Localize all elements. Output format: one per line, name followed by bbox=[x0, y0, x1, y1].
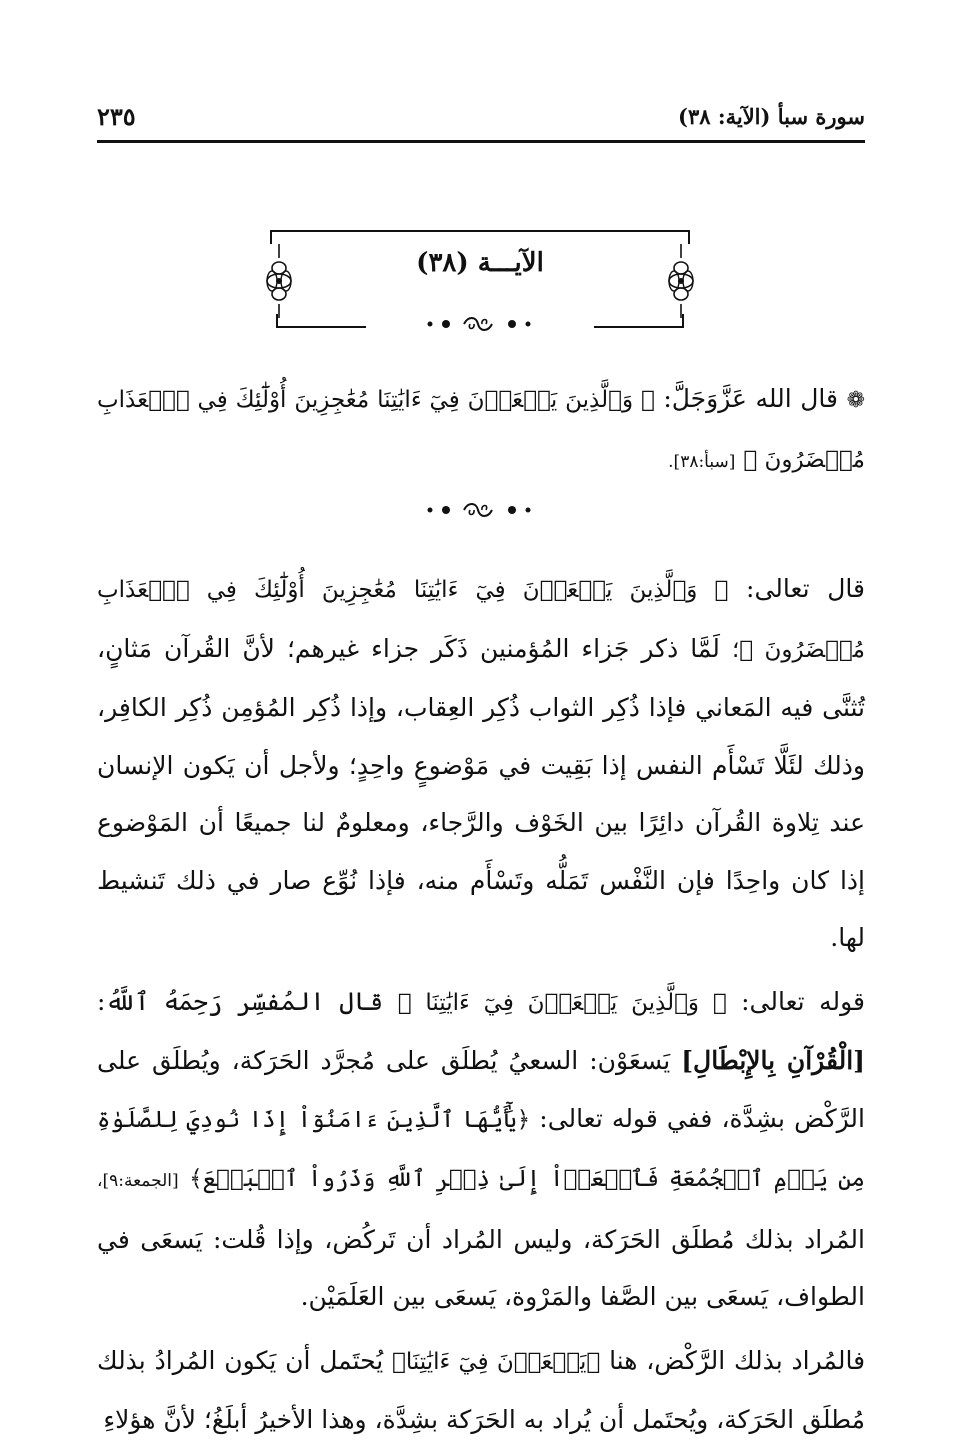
paragraph-text: يَسعَوْن: السعيُ يُطلَق على مُجرَّد الحَرَكة، ويُطلَق على الرَّكْض بشِدَّة، ففي قوله تعالى: bbox=[97, 1046, 865, 1133]
commentator-gloss: [الْقُرْآنِ بِالإِبْطَالِ] bbox=[681, 1046, 865, 1075]
ornament-divider-icon bbox=[420, 314, 540, 334]
frame-bottom-rule-left bbox=[276, 326, 366, 328]
commentator-attribution: قال المُفسِّر رَحِمَهُ ٱللَّهُ: bbox=[97, 986, 384, 1016]
paragraph-2 bbox=[97, 973, 865, 1326]
flower-bullet-icon: ❁ bbox=[846, 388, 866, 413]
verse-reference: [سبأ:٣٨]. bbox=[668, 451, 736, 472]
frame-bottom-rule-right bbox=[594, 326, 684, 328]
paragraph-lead: قال تعالى: bbox=[746, 574, 865, 603]
paragraph-text: يُحتَمل أن يَكون المُرادُ بذلك مُطلَق الحَرَكة، ويُحتَمل أن يُراد به الحَرَكة بشِدَّة، وهذا الأخيرُ أبلَغُ؛ لأنَّ هؤلاءِ bbox=[97, 1345, 865, 1434]
verse-paragraph bbox=[97, 370, 865, 491]
paragraph-3 bbox=[97, 1332, 865, 1449]
frame-corner-right bbox=[680, 230, 690, 244]
quran-quote: ﴿يَسۡعَوۡنَ فِيٓ ءَايَٰتِنَا﴾ bbox=[392, 1348, 601, 1375]
paragraph-text: المُراد بذلك مُطلَق الحَرَكة، وليس المُراد أن تَركُض، وإذا قُلت: يَسعَى في الطواف، يَسعَى بين الصَّفا والمَرْوة، يَسعَى بين العَلَمَيْن. bbox=[97, 1224, 865, 1311]
paragraph-lead: فالمُراد بذلك الرَّكْض، هنا bbox=[609, 1345, 866, 1375]
paragraph-lead: قوله تعالى: bbox=[741, 986, 865, 1016]
surah-label: سورة سبأ (الآية: ٣٨) bbox=[678, 104, 865, 129]
section-title: الآيـــة (٣٨) bbox=[416, 248, 544, 278]
paragraph-text: لَمَّا ذكر جَزاء المُؤمنين ذَكَر جزاء غيرهم؛ لأنَّ القُرآن مَثانٍ، تُثنَّى فيه المَعاني فإذا ذُكِر الثواب ذُكِر العِقاب، وإذا ذُكِر المُؤمِن ذُكِر الكافِر، وذلك لئَلَّا تَسْأَم النفس إذا بَقِيت في مَوْضوعٍ واحِدٍ؛ ولأجل أن يَكون الإنسان عند تِلاوة القُرآن دائِرًا بين الخَوْف والرَّجاء، ومعلومٌ لنا جميعًا أن المَوْضوع إذا كان واحِدًا فإن النَّفْس تَمَلُّه وتَسْأَم منه، فإذا نُوِّع صار في ذلك تَنشيط لها. bbox=[97, 633, 865, 952]
quote-reference: [الجمعة:٩]، bbox=[97, 1171, 179, 1191]
frame-corner-left bbox=[270, 230, 280, 244]
paragraph-1 bbox=[97, 560, 865, 967]
verse-block bbox=[97, 370, 865, 491]
quran-quote: ﴿ وَٱلَّذِينَ يَسۡعَوۡنَ فِيٓ ءَايَٰتِنَا ﴾ bbox=[397, 989, 727, 1016]
quran-quote: ﴿ وَٱلَّذِينَ يَسۡعَوۡنَ فِيٓ ءَايَٰتِنَا مُعَٰجِزِينَ أُوْلَٰٓئِكَ فِي ٱلۡعَذَابِ مُحۡضَرُونَ ﴾؛ bbox=[97, 577, 866, 663]
quran-quote: ﴿يَٰٓأَيُّهَا ٱلَّذِينَ ءَامَنُوٓاْ إِذَا نُودِيَ لِلصَّلَوٰةِ مِن يَوۡمِ ٱلۡجُمُعَةِ فَٱسۡعَوۡاْ إِلَىٰ ذِكۡرِ ٱللَّهِ وَذَرُواْ ٱلۡبَيۡعَ﴾ bbox=[97, 1106, 865, 1192]
verse-intro: قال الله عَزَّوَجَلَّ: bbox=[663, 384, 839, 413]
ornament-divider-icon bbox=[420, 500, 540, 520]
tafsir-body bbox=[97, 560, 865, 1449]
running-header bbox=[97, 98, 865, 143]
verse-text: ﴿ وَٱلَّذِينَ يَسۡعَوۡنَ فِيٓ ءَايَٰتِنَا مُعَٰجِزِينَ أُوْلَٰٓئِكَ فِي ٱلۡعَذَابِ مُحۡضَرُونَ ﴾ bbox=[97, 387, 865, 473]
page-number: ٢٣٥ bbox=[97, 102, 136, 131]
frame-top-rule bbox=[276, 230, 684, 232]
